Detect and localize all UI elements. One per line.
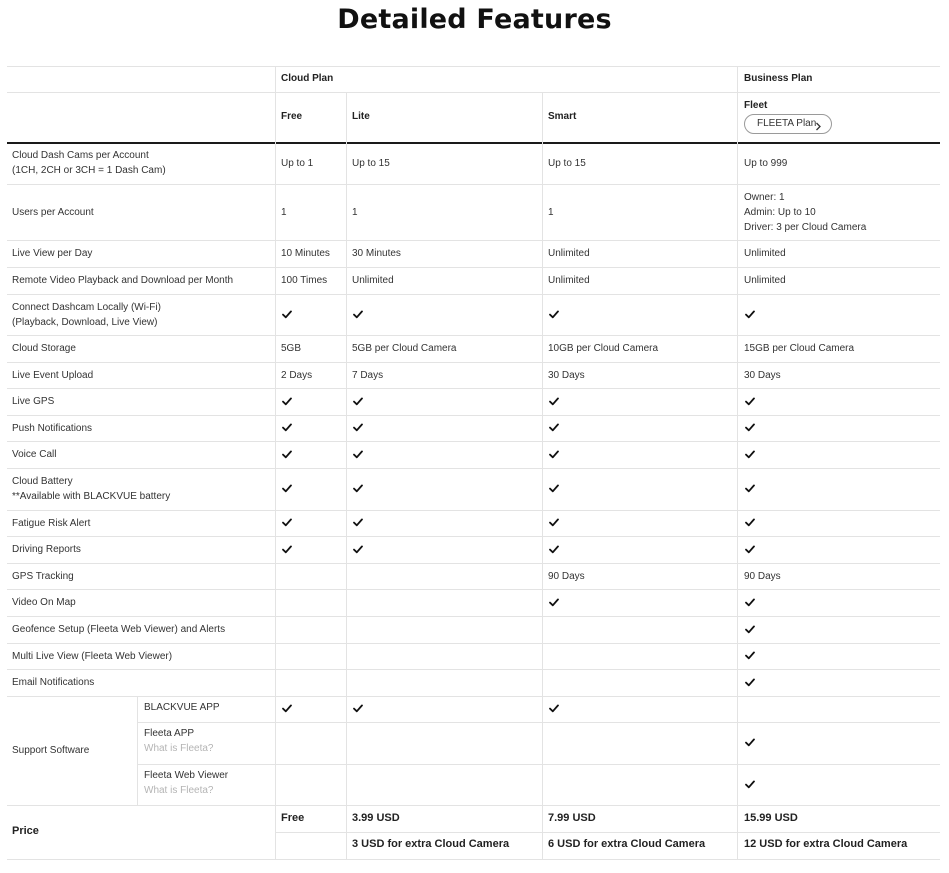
feature-value xyxy=(281,341,301,356)
checkmark-icon xyxy=(282,423,292,432)
feature-value xyxy=(352,273,394,288)
price-value: Free xyxy=(281,812,305,824)
column-divider xyxy=(137,696,138,805)
feature-label xyxy=(12,622,225,637)
column-divider xyxy=(737,335,738,362)
feature-value xyxy=(548,156,586,171)
feature-value xyxy=(281,273,327,288)
checkmark-icon xyxy=(745,651,755,660)
feature-value xyxy=(548,368,585,383)
column-divider xyxy=(737,415,738,441)
feature-label xyxy=(12,148,166,178)
feature-value-line: Up to 15 xyxy=(548,157,586,169)
column-divider xyxy=(737,589,738,616)
column-divider xyxy=(346,696,347,805)
row-divider xyxy=(7,563,940,564)
feature-label-line: Users per Account xyxy=(12,206,94,218)
row-divider xyxy=(7,388,940,389)
row-divider xyxy=(7,859,940,860)
column-divider xyxy=(346,142,347,184)
column-divider xyxy=(542,510,543,536)
column-divider xyxy=(542,441,543,468)
feature-label xyxy=(12,542,81,557)
feature-value-line: 10GB per Cloud Camera xyxy=(548,343,659,354)
column-divider xyxy=(346,441,347,468)
checkmark-icon xyxy=(745,484,755,493)
feature-value-line: 5GB xyxy=(281,343,302,354)
feature-label-line: Multi Live View (Fleeta Web Viewer) xyxy=(12,650,173,662)
column-divider xyxy=(275,696,276,805)
feature-value-line: Up to 999 xyxy=(744,157,788,169)
column-divider xyxy=(737,616,738,643)
feature-value xyxy=(744,273,786,288)
price-value: 7.99 USD xyxy=(548,812,596,824)
page-title: Detailed Features xyxy=(337,4,612,35)
checkmark-icon xyxy=(353,484,363,493)
column-divider xyxy=(542,92,543,142)
column-divider xyxy=(542,563,543,589)
checkmark-icon xyxy=(549,397,559,406)
column-divider xyxy=(275,240,276,267)
feature-value-line: 7 Days xyxy=(352,369,384,381)
feature-value xyxy=(744,246,786,261)
software-item xyxy=(144,700,220,715)
column-divider xyxy=(346,468,347,510)
checkmark-icon xyxy=(745,625,755,634)
feature-value-line: 90 Days xyxy=(548,570,585,582)
feature-label xyxy=(12,447,56,462)
feature-value xyxy=(281,156,313,171)
column-divider xyxy=(346,362,347,388)
column-divider xyxy=(542,589,543,616)
checkmark-icon xyxy=(282,310,292,319)
feature-value-line: 30 Minutes xyxy=(352,248,401,259)
feature-value xyxy=(744,569,781,584)
column-divider xyxy=(737,388,738,415)
feature-label xyxy=(12,474,170,504)
checkmark-icon xyxy=(745,397,755,406)
feature-value-line: 1 xyxy=(281,206,287,218)
software-name: BLACKVUE APP xyxy=(144,701,220,713)
feature-value xyxy=(352,341,457,356)
column-divider xyxy=(275,388,276,415)
feature-value-line: Owner: 1 xyxy=(744,191,785,203)
column-divider xyxy=(542,696,543,805)
row-divider xyxy=(7,536,940,537)
row-divider xyxy=(7,294,940,295)
fleeta-plan-button-label: FLEETA Plan xyxy=(757,118,817,129)
feature-value-line: 1 xyxy=(548,206,554,218)
feature-value xyxy=(744,156,787,171)
feature-label-line: GPS Tracking xyxy=(12,570,74,582)
row-divider xyxy=(7,510,940,511)
column-divider xyxy=(542,294,543,335)
column-divider xyxy=(275,589,276,616)
feature-label-line: Push Notifications xyxy=(12,422,93,434)
feature-value xyxy=(281,246,330,261)
row-divider xyxy=(137,722,940,723)
row-divider xyxy=(7,142,940,144)
column-divider xyxy=(275,66,276,142)
feature-label xyxy=(12,246,92,261)
column-divider xyxy=(346,240,347,267)
checkmark-icon xyxy=(353,518,363,527)
checkmark-icon xyxy=(353,423,363,432)
column-divider xyxy=(737,536,738,563)
column-divider xyxy=(737,510,738,536)
column-divider xyxy=(542,669,543,696)
column-divider xyxy=(275,267,276,294)
column-divider xyxy=(275,643,276,669)
checkmark-icon xyxy=(353,450,363,459)
feature-label-line: Live View per Day xyxy=(12,248,93,259)
fleeta-plan-button[interactable] xyxy=(744,114,832,134)
column-divider xyxy=(542,362,543,388)
column-divider xyxy=(542,240,543,267)
row-divider xyxy=(7,589,940,590)
feature-label-line: Live GPS xyxy=(12,396,55,407)
feature-label-line: Connect Dashcam Locally (Wi-Fi) xyxy=(12,301,161,313)
what-is-fleeta-link[interactable]: What is Fleeta? xyxy=(144,784,214,796)
checkmark-icon xyxy=(549,598,559,607)
price-value: 3.99 USD xyxy=(352,812,400,824)
feature-label-line: **Available with BLACKVUE battery xyxy=(12,491,171,502)
column-divider xyxy=(737,294,738,335)
column-divider xyxy=(346,643,347,669)
feature-value-line: Unlimited xyxy=(548,248,590,259)
checkmark-icon xyxy=(549,545,559,554)
feature-label xyxy=(12,569,74,584)
checkmark-icon xyxy=(745,518,755,527)
checkmark-icon xyxy=(745,780,755,789)
column-divider xyxy=(542,643,543,669)
checkmark-icon xyxy=(745,310,755,319)
feature-label xyxy=(12,421,92,436)
column-divider xyxy=(737,267,738,294)
column-divider xyxy=(275,441,276,468)
row-divider xyxy=(7,184,940,185)
feature-value xyxy=(744,368,781,383)
software-name: Fleeta APP xyxy=(144,728,195,739)
column-divider xyxy=(346,563,347,589)
feature-value xyxy=(548,273,590,288)
feature-value-line: 100 Times xyxy=(281,275,328,286)
column-divider xyxy=(275,468,276,510)
column-divider xyxy=(275,335,276,362)
checkmark-icon xyxy=(745,738,755,747)
column-divider xyxy=(346,267,347,294)
checkmark-icon xyxy=(282,704,292,713)
feature-label-line: Fatigue Risk Alert xyxy=(12,517,91,529)
feature-label xyxy=(12,675,94,690)
feature-label-line: (Playback, Download, Live View) xyxy=(12,316,158,328)
feature-value xyxy=(548,246,590,261)
column-divider xyxy=(542,616,543,643)
row-divider xyxy=(7,468,940,469)
feature-value-line: 30 Days xyxy=(744,369,781,381)
feature-value xyxy=(744,190,866,235)
column-divider xyxy=(542,415,543,441)
column-divider xyxy=(737,563,738,589)
feature-value-line: 90 Days xyxy=(744,570,781,582)
feature-value xyxy=(548,341,658,356)
price-extra: 3 USD for extra Cloud Camera xyxy=(352,838,510,850)
feature-label-line: Cloud Dash Cams per Account xyxy=(12,150,149,161)
row-divider xyxy=(7,696,940,697)
row-divider xyxy=(7,616,940,617)
column-divider xyxy=(275,510,276,536)
column-divider xyxy=(542,267,543,294)
feature-value xyxy=(352,156,390,171)
feature-value xyxy=(281,205,287,220)
column-divider xyxy=(275,184,276,240)
feature-value-line: Unlimited xyxy=(352,275,394,286)
chevron-right-icon xyxy=(815,120,822,129)
checkmark-icon xyxy=(745,678,755,687)
plan-smart-heading: Smart xyxy=(548,111,577,122)
feature-value-line: Unlimited xyxy=(744,248,786,259)
feature-value xyxy=(352,246,401,261)
checkmark-icon xyxy=(745,598,755,607)
feature-value-line: Up to 15 xyxy=(352,157,390,169)
column-divider xyxy=(737,696,738,805)
business-plan-heading: Business Plan xyxy=(744,73,813,84)
checkmark-icon xyxy=(549,484,559,493)
checkmark-icon xyxy=(549,704,559,713)
feature-label xyxy=(12,516,90,531)
column-divider xyxy=(542,184,543,240)
column-divider xyxy=(346,510,347,536)
column-divider xyxy=(737,468,738,510)
feature-label-line: Video On Map xyxy=(12,597,76,608)
column-divider xyxy=(275,142,276,184)
checkmark-icon xyxy=(745,450,755,459)
price-label: Price xyxy=(12,825,39,837)
feature-value xyxy=(744,341,854,356)
checkmark-icon xyxy=(282,484,292,493)
feature-value xyxy=(281,368,312,383)
software-item xyxy=(144,726,213,756)
feature-value-line: 15GB per Cloud Camera xyxy=(744,343,855,354)
row-divider xyxy=(7,362,940,363)
feature-value-line: 5GB per Cloud Camera xyxy=(352,343,457,354)
checkmark-icon xyxy=(282,545,292,554)
row-divider xyxy=(275,832,940,833)
column-divider xyxy=(346,335,347,362)
feature-label-line: Cloud Battery xyxy=(12,476,73,487)
feature-label xyxy=(12,300,161,330)
column-divider xyxy=(346,388,347,415)
feature-label-line: Cloud Storage xyxy=(12,343,76,354)
row-divider xyxy=(7,92,940,93)
row-divider xyxy=(137,764,940,765)
price-extra: 6 USD for extra Cloud Camera xyxy=(548,838,706,850)
price-extra: 12 USD for extra Cloud Camera xyxy=(744,838,908,850)
column-divider xyxy=(346,184,347,240)
row-divider xyxy=(7,441,940,442)
checkmark-icon xyxy=(745,423,755,432)
checkmark-icon xyxy=(549,423,559,432)
feature-value-line: Admin: Up to 10 xyxy=(744,206,816,218)
checkmark-icon xyxy=(282,518,292,527)
column-divider xyxy=(346,294,347,335)
feature-value-line: Unlimited xyxy=(744,275,786,286)
feature-value xyxy=(548,205,554,220)
feature-label-line: Remote Video Playback and Download per Month xyxy=(12,275,234,286)
feature-value-line: Unlimited xyxy=(548,275,590,286)
feature-label xyxy=(12,394,54,409)
column-divider xyxy=(737,184,738,240)
row-divider xyxy=(7,335,940,336)
column-divider xyxy=(275,415,276,441)
checkmark-icon xyxy=(353,310,363,319)
feature-label xyxy=(12,205,94,220)
feature-value xyxy=(352,368,383,383)
column-divider xyxy=(275,563,276,589)
software-item xyxy=(144,768,228,798)
feature-label xyxy=(12,595,76,610)
feature-value-line: 30 Days xyxy=(548,369,585,381)
plan-fleet-heading: Fleet xyxy=(744,100,768,111)
feature-label-line: (1CH, 2CH or 3CH = 1 Dash Cam) xyxy=(12,165,166,176)
checkmark-icon xyxy=(745,545,755,554)
feature-value-line: 10 Minutes xyxy=(281,248,330,259)
column-divider xyxy=(275,362,276,388)
feature-label-line: Voice Call xyxy=(12,449,57,460)
feature-value-line: Up to 1 xyxy=(281,157,314,169)
column-divider xyxy=(346,669,347,696)
feature-label-line: Email Notifications xyxy=(12,677,95,688)
software-name: Fleeta Web Viewer xyxy=(144,769,229,781)
column-divider xyxy=(275,669,276,696)
checkmark-icon xyxy=(353,397,363,406)
checkmark-icon xyxy=(549,518,559,527)
feature-label xyxy=(12,368,93,383)
row-divider xyxy=(7,643,940,644)
checkmark-icon xyxy=(353,545,363,554)
feature-label xyxy=(12,341,76,356)
column-divider xyxy=(542,536,543,563)
column-divider xyxy=(275,616,276,643)
row-divider xyxy=(7,669,940,670)
column-divider xyxy=(737,362,738,388)
checkmark-icon xyxy=(282,450,292,459)
column-divider xyxy=(542,142,543,184)
plan-lite-heading: Lite xyxy=(352,111,370,122)
feature-label xyxy=(12,273,233,288)
what-is-fleeta-link[interactable]: What is Fleeta? xyxy=(144,743,214,754)
feature-label xyxy=(12,649,172,664)
column-divider xyxy=(275,536,276,563)
column-divider xyxy=(737,643,738,669)
feature-value xyxy=(352,205,358,220)
row-divider xyxy=(7,805,940,806)
column-divider xyxy=(346,92,347,142)
row-divider xyxy=(7,415,940,416)
checkmark-icon xyxy=(353,704,363,713)
column-divider xyxy=(346,415,347,441)
plan-free-heading: Free xyxy=(281,111,303,122)
row-divider xyxy=(7,267,940,268)
feature-value-line: 2 Days xyxy=(281,369,313,381)
column-divider xyxy=(275,294,276,335)
feature-value-line: 1 xyxy=(352,206,358,218)
row-divider xyxy=(7,66,940,67)
row-divider xyxy=(7,240,940,241)
feature-value xyxy=(548,569,585,584)
column-divider xyxy=(542,468,543,510)
checkmark-icon xyxy=(549,310,559,319)
column-divider xyxy=(737,240,738,267)
column-divider xyxy=(346,536,347,563)
support-software-label: Support Software xyxy=(12,745,90,756)
column-divider xyxy=(737,669,738,696)
feature-value-line: Driver: 3 per Cloud Camera xyxy=(744,221,867,233)
feature-label-line: Live Event Upload xyxy=(12,369,94,381)
column-divider xyxy=(737,441,738,468)
column-divider xyxy=(346,616,347,643)
column-divider xyxy=(542,335,543,362)
price-value: 15.99 USD xyxy=(744,812,798,824)
checkmark-icon xyxy=(549,450,559,459)
column-divider xyxy=(737,66,738,142)
column-divider xyxy=(346,589,347,616)
checkmark-icon xyxy=(282,397,292,406)
feature-label-line: Driving Reports xyxy=(12,544,81,555)
feature-label-line: Geofence Setup (Fleeta Web Viewer) and Alerts xyxy=(12,624,226,635)
column-divider xyxy=(542,388,543,415)
cloud-plan-heading: Cloud Plan xyxy=(281,73,334,84)
column-divider xyxy=(737,142,738,184)
